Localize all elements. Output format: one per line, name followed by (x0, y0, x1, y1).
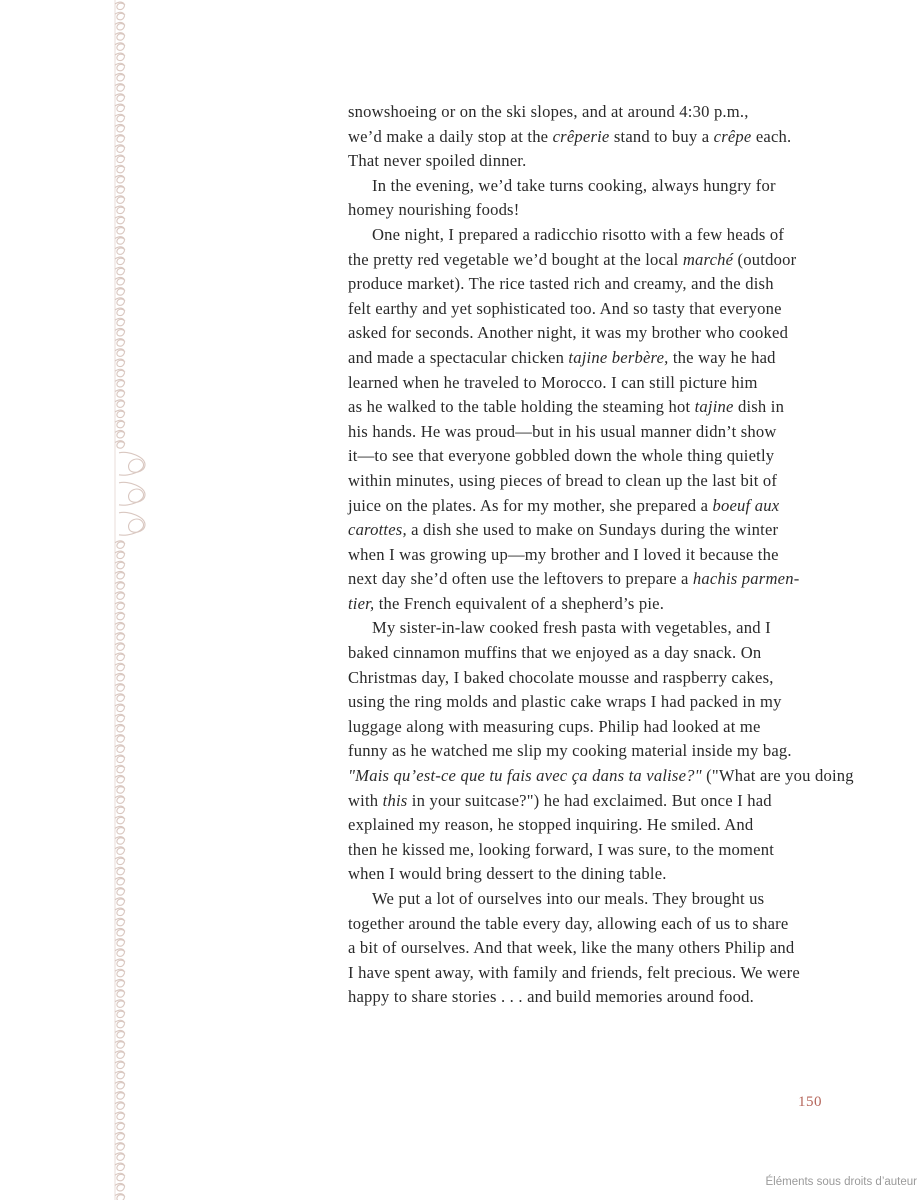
text-line: baked cinnamon muffins that we enjoyed as a day snack. On (348, 643, 762, 663)
paragraph-start: One night, I prepared a radicchio risotto with a few heads of (372, 224, 785, 244)
text-line: the pretty red vegetable we’d bought at the local marché (outdoor (348, 249, 797, 269)
page-number: 150 (798, 1094, 822, 1110)
text-line: we’d make a daily stop at the crêperie stand to buy a crêpe each. (348, 126, 792, 146)
paragraph-start: In the evening, we’d take turns cooking, always hungry for (372, 175, 776, 195)
text-line: "Mais qu’est-ce que tu fais avec ça dans ta valise?" ("What are you doing (348, 766, 854, 786)
text-line: learned when he traveled to Morocco. I can still picture him (348, 372, 758, 392)
text-line: juice on the plates. As for my mother, she prepared a boeuf aux (348, 495, 780, 515)
text-line: funny as he watched me slip my cooking material inside my bag. (348, 741, 792, 761)
text-line: and made a spectacular chicken tajine berbère, the way he had (348, 347, 776, 367)
loop-border-ornament (105, 0, 155, 1200)
text-line: then he kissed me, looking forward, I was sure, to the moment (348, 839, 775, 859)
text-line: snowshoeing or on the ski slopes, and at around 4:30 p.m., (348, 102, 749, 121)
text-line: with this in your suitcase?") he had exclaimed. But once I had (348, 790, 772, 810)
text-line: That never spoiled dinner. (348, 151, 527, 171)
loop-strand (115, 2, 145, 1200)
text-line: tier, the French equivalent of a shepherd’s pie. (348, 593, 665, 613)
paragraph-start: My sister-in-law cooked fresh pasta with vegetables, and I (372, 618, 771, 638)
text-line: felt earthy and yet sophisticated too. And so tasty that everyone (348, 298, 782, 318)
text-line: it—to see that everyone gobbled down the whole thing quietly (348, 446, 775, 466)
text-line: I have spent away, with family and friends, felt precious. We were (348, 962, 800, 982)
body-text (348, 100, 854, 1010)
text-line: as he walked to the table holding the steaming hot tajine dish in (348, 397, 785, 417)
text-line: using the ring molds and plastic cake wraps I had packed in my (348, 692, 782, 712)
text-line: a bit of ourselves. And that week, like the many others Philip and (348, 938, 795, 958)
text-line: explained my reason, he stopped inquiring. He smiled. And (348, 815, 754, 835)
text-line: within minutes, using pieces of bread to clean up the last bit of (348, 470, 778, 490)
text-line: next day she’d often use the leftovers to prepare a hachis parmen- (348, 569, 800, 589)
text-line: when I was growing up—my brother and I loved it because the (348, 544, 779, 564)
text-line: luggage along with measuring cups. Philip had looked at me (348, 716, 761, 736)
copyright-watermark: Éléments sous droits d’auteur (765, 1176, 917, 1188)
text-line: happy to share stories . . . and build memories around food. (348, 987, 755, 1007)
text-line: Christmas day, I baked chocolate mousse and raspberry cakes, (348, 667, 774, 687)
text-line: homey nourishing foods! (348, 200, 520, 220)
text-line: produce market). The rice tasted rich and creamy, and the dish (348, 274, 774, 294)
text-line: together around the table every day, allowing each of us to share (348, 913, 789, 933)
paragraph-start: We put a lot of ourselves into our meals. They brought us (372, 889, 765, 908)
text-line: carottes, a dish she used to make on Sundays during the winter (348, 520, 779, 540)
text-line: asked for seconds. Another night, it was my brother who cooked (348, 323, 789, 343)
text-line: when I would bring dessert to the dining table. (348, 864, 667, 884)
text-line: his hands. He was proud—but in his usual manner didn’t show (348, 421, 777, 441)
